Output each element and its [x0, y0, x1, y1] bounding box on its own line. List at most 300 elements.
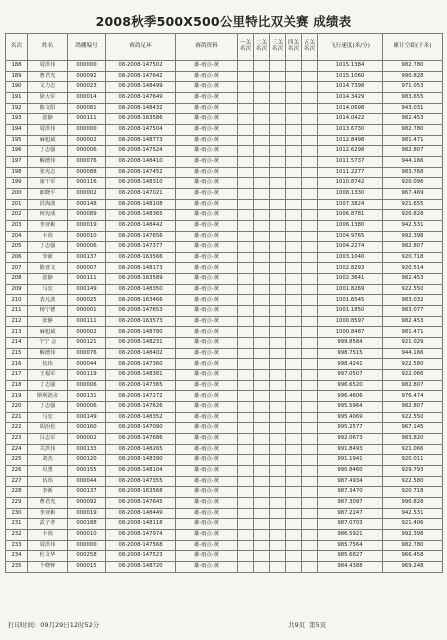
cell-name: 张宪志 — [28, 167, 68, 178]
cell-speed: 998.7515 — [318, 348, 383, 359]
cell-stage2 — [254, 295, 270, 306]
cell-ring: 08-2008-147649 — [106, 92, 176, 103]
cell-loft-id: 000010 — [68, 231, 106, 242]
cell-rank: 198 — [6, 167, 28, 178]
cell-ring: 08-2008-148499 — [106, 82, 176, 93]
cell-stage2 — [254, 231, 270, 242]
cell-stage5 — [302, 146, 318, 157]
cell-stage2 — [254, 476, 270, 487]
cell-stage2 — [254, 370, 270, 381]
cell-rank: 188 — [6, 61, 28, 72]
cell-ring: 08-2008-147974 — [106, 529, 176, 540]
cell-stage3 — [270, 327, 286, 338]
cell-loft-id: 000002 — [68, 188, 106, 199]
cell-stage2 — [254, 402, 270, 413]
cell-ring: 08-2008-148108 — [106, 199, 176, 210]
cell-bird-info: 雄-雨点-黄 — [176, 561, 238, 572]
cell-rank: 227 — [6, 476, 28, 487]
cell-bird-info: 雄-雨点-黄 — [176, 103, 238, 114]
cell-name: 胡治松 — [28, 423, 68, 434]
table-row — [6, 156, 443, 167]
cell-speed: 1008.1330 — [318, 188, 383, 199]
cell-name: 徐大军 — [28, 92, 68, 103]
cell-stage4 — [286, 412, 302, 423]
cell-ring: 08-2008-147642 — [106, 71, 176, 82]
cell-stage5 — [302, 476, 318, 487]
cell-stage2 — [254, 465, 270, 476]
cell-stage1 — [238, 433, 254, 444]
cell-loft-id: 000131 — [68, 391, 106, 402]
col-header-stage5: 五关名次 — [302, 34, 318, 61]
cell-bird-info: 雄-雨点-黄 — [176, 465, 238, 476]
cell-name: 陈文阳 — [28, 103, 68, 114]
cell-name: 丁志强 — [28, 242, 68, 253]
cell-stage3 — [270, 306, 286, 317]
cell-stage2 — [254, 124, 270, 135]
cell-distance: 944.166 — [383, 156, 443, 167]
cell-name: 武子孝 — [28, 519, 68, 530]
cell-ring: 08-2008-148381 — [106, 370, 176, 381]
cell-stage3 — [270, 338, 286, 349]
cell-name: 吕志军 — [28, 433, 68, 444]
table-row — [6, 82, 443, 93]
cell-ring: 08-2008-163568 — [106, 487, 176, 498]
cell-name: 陈亚文 — [28, 263, 68, 274]
cell-stage5 — [302, 529, 318, 540]
cell-stage1 — [238, 92, 254, 103]
cell-distance: 921.406 — [383, 519, 443, 530]
cell-loft-id: 000092 — [68, 71, 106, 82]
cell-name: 周洪伟 — [28, 124, 68, 135]
cell-stage2 — [254, 274, 270, 285]
cell-rank: 231 — [6, 519, 28, 530]
cell-stage2 — [254, 380, 270, 391]
cell-rank: 208 — [6, 274, 28, 285]
cell-stage2 — [254, 412, 270, 423]
cell-distance: 920.718 — [383, 252, 443, 263]
cell-ring: 08-2008-147568 — [106, 540, 176, 551]
cell-ring: 08-2008-148402 — [106, 348, 176, 359]
cell-bird-info: 雄-雨点-黄 — [176, 220, 238, 231]
cell-bird-info: 雄-雨点-黄 — [176, 497, 238, 508]
cell-ring: 08-2008-147686 — [106, 433, 176, 444]
col-header-stage3: 三关名次 — [270, 34, 286, 61]
cell-stage3 — [270, 124, 286, 135]
cell-stage3 — [270, 540, 286, 551]
cell-name: 关洪伟 — [28, 444, 68, 455]
cell-stage1 — [238, 423, 254, 434]
cell-rank: 225 — [6, 455, 28, 466]
cell-rank: 235 — [6, 561, 28, 572]
cell-bird-info: 雄-雨点-黄 — [176, 529, 238, 540]
cell-stage1 — [238, 316, 254, 327]
cell-name: 曹君光 — [28, 497, 68, 508]
cell-bird-info: 雄-雨点-黄 — [176, 327, 238, 338]
cell-bird-info: 雄-雨点-黄 — [176, 252, 238, 263]
cell-bird-info: 雄-雨点-黄 — [176, 412, 238, 423]
cell-stage4 — [286, 316, 302, 327]
cell-name: 何宪成 — [28, 210, 68, 221]
cell-speed: 1014.3429 — [318, 92, 383, 103]
cell-speed: 1002.3641 — [318, 274, 383, 285]
cell-stage3 — [270, 82, 286, 93]
cell-distance: 922.550 — [383, 412, 443, 423]
cell-stage4 — [286, 551, 302, 562]
cell-stage2 — [254, 529, 270, 540]
cell-bird-info: 雄-雨点-黄 — [176, 124, 238, 135]
cell-name: 斯利鸽舍 — [28, 391, 68, 402]
cell-ring: 08-2008-148104 — [106, 465, 176, 476]
print-time — [8, 620, 103, 629]
cell-speed: 1007.3824 — [318, 199, 383, 210]
cell-ring: 08-2008-147626 — [106, 402, 176, 413]
cell-name: 伍玮 — [28, 476, 68, 487]
cell-distance: 943.031 — [383, 103, 443, 114]
cell-name: 卡尚 — [28, 529, 68, 540]
cell-stage3 — [270, 497, 286, 508]
cell-bird-info: 雄-雨点-黄 — [176, 114, 238, 125]
cell-bird-info: 雄-雨点-黄 — [176, 359, 238, 370]
cell-ring: 08-2008-147523 — [106, 551, 176, 562]
table-row — [6, 561, 443, 572]
cell-ring: 08-2008-147360 — [106, 359, 176, 370]
cell-rank: 205 — [6, 242, 28, 253]
cell-loft-id: 000137 — [68, 487, 106, 498]
cell-ring: 08-2008-148231 — [106, 338, 176, 349]
cell-rank: 200 — [6, 188, 28, 199]
cell-distance: 990.828 — [383, 71, 443, 82]
cell-distance: 982.780 — [383, 124, 443, 135]
cell-distance: 982.453 — [383, 274, 443, 285]
table-row — [6, 252, 443, 263]
cell-loft-id: 000006 — [68, 146, 106, 157]
cell-speed: 985.6827 — [318, 551, 383, 562]
cell-stage5 — [302, 370, 318, 381]
current-page: 第5页 — [309, 621, 327, 629]
cell-distance: 922.066 — [383, 370, 443, 381]
cell-rank: 221 — [6, 412, 28, 423]
cell-loft-id: 000002 — [68, 327, 106, 338]
cell-ring: 08-2008-148173 — [106, 263, 176, 274]
cell-stage5 — [302, 295, 318, 306]
cell-speed: 992.0673 — [318, 433, 383, 444]
page-info — [288, 620, 330, 629]
cell-stage1 — [238, 61, 254, 72]
table-row — [6, 529, 443, 540]
cell-ring: 08-2008-148780 — [106, 327, 176, 338]
table-row — [6, 551, 443, 562]
cell-rank: 202 — [6, 210, 28, 221]
cell-bird-info: 雄-雨点-黄 — [176, 444, 238, 455]
cell-rank: 224 — [6, 444, 28, 455]
cell-stage3 — [270, 284, 286, 295]
cell-stage2 — [254, 188, 270, 199]
cell-speed: 984.4388 — [318, 561, 383, 572]
cell-stage1 — [238, 252, 254, 263]
cell-loft-id: 000000 — [68, 124, 106, 135]
cell-stage2 — [254, 348, 270, 359]
cell-ring: 08-2008-147524 — [106, 146, 176, 157]
cell-stage3 — [270, 295, 286, 306]
cell-stage4 — [286, 519, 302, 530]
cell-ring: 08-2008-147452 — [106, 167, 176, 178]
cell-distance: 982.807 — [383, 402, 443, 413]
cell-bird-info: 雄-雨点-黄 — [176, 295, 238, 306]
cell-stage3 — [270, 199, 286, 210]
cell-stage4 — [286, 444, 302, 455]
cell-stage2 — [254, 316, 270, 327]
cell-rank: 212 — [6, 316, 28, 327]
cell-name: 李新 — [28, 487, 68, 498]
cell-speed: 986.5921 — [318, 529, 383, 540]
cell-stage1 — [238, 274, 254, 285]
cell-rank: 214 — [6, 338, 28, 349]
cell-speed: 1004.2274 — [318, 242, 383, 253]
cell-distance: 921.029 — [383, 338, 443, 349]
cell-stage4 — [286, 348, 302, 359]
cell-bird-info: 雄-雨点-黄 — [176, 306, 238, 317]
cell-stage1 — [238, 476, 254, 487]
cell-stage2 — [254, 455, 270, 466]
cell-stage4 — [286, 476, 302, 487]
cell-stage5 — [302, 71, 318, 82]
cell-bird-info: 雄-雨点-黄 — [176, 167, 238, 178]
cell-rank: 199 — [6, 178, 28, 189]
cell-distance: 982.780 — [383, 61, 443, 72]
col-header-name: 姓名 — [28, 34, 68, 61]
cell-loft-id: 000025 — [68, 295, 106, 306]
table-row — [6, 146, 443, 157]
cell-bird-info: 雄-雨点-黄 — [176, 380, 238, 391]
cell-name: 贝勇 — [28, 465, 68, 476]
cell-stage2 — [254, 338, 270, 349]
table-row — [6, 263, 443, 274]
cell-stage3 — [270, 412, 286, 423]
cell-stage4 — [286, 92, 302, 103]
cell-speed: 996.6520 — [318, 380, 383, 391]
cell-stage5 — [302, 156, 318, 167]
cell-distance: 982.453 — [383, 316, 443, 327]
cell-stage5 — [302, 540, 318, 551]
col-header-stage1: 一关名次 — [238, 34, 254, 61]
cell-name: 郎晓平 — [28, 188, 68, 199]
cell-stage5 — [302, 519, 318, 530]
cell-stage3 — [270, 508, 286, 519]
cell-stage5 — [302, 465, 318, 476]
cell-stage1 — [238, 338, 254, 349]
cell-stage4 — [286, 284, 302, 295]
cell-ring: 08-2008-147090 — [106, 423, 176, 434]
cell-stage2 — [254, 359, 270, 370]
cell-rank: 211 — [6, 306, 28, 317]
cell-rank: 196 — [6, 146, 28, 157]
cell-loft-id: 000089 — [68, 210, 106, 221]
cell-name: 洪海波 — [28, 199, 68, 210]
cell-name: 丁志强 — [28, 402, 68, 413]
cell-ring: 08-2008-148432 — [106, 103, 176, 114]
cell-loft-id: 000006 — [68, 402, 106, 413]
table-row — [6, 497, 443, 508]
cell-stage1 — [238, 465, 254, 476]
cell-speed: 1014.0422 — [318, 114, 383, 125]
cell-loft-id: 000137 — [68, 252, 106, 263]
cell-stage5 — [302, 423, 318, 434]
cell-distance: 967.145 — [383, 423, 443, 434]
table-row — [6, 433, 443, 444]
cell-distance: 921.066 — [383, 444, 443, 455]
cell-stage4 — [286, 370, 302, 381]
cell-stage1 — [238, 370, 254, 381]
cell-distance: 966.458 — [383, 551, 443, 562]
cell-speed: 990.8460 — [318, 465, 383, 476]
cell-stage1 — [238, 167, 254, 178]
cell-name: 解德伟 — [28, 156, 68, 167]
cell-stage3 — [270, 114, 286, 125]
cell-ring: 08-2008-147365 — [106, 380, 176, 391]
cell-stage2 — [254, 167, 270, 178]
cell-ring: 08-2008-148720 — [106, 561, 176, 572]
cell-rank: 226 — [6, 465, 28, 476]
cell-speed: 1006.8781 — [318, 210, 383, 221]
cell-stage1 — [238, 508, 254, 519]
cell-loft-id: 000148 — [68, 199, 106, 210]
cell-speed: 991.1941 — [318, 455, 383, 466]
cell-bird-info: 雄-雨点-黄 — [176, 391, 238, 402]
cell-stage1 — [238, 124, 254, 135]
cell-bird-info: 雄-雨点-黄 — [176, 348, 238, 359]
cell-stage4 — [286, 252, 302, 263]
cell-stage5 — [302, 402, 318, 413]
cell-stage4 — [286, 210, 302, 221]
cell-name: 刘杰 — [28, 455, 68, 466]
cell-name: 马宏 — [28, 412, 68, 423]
cell-stage4 — [286, 71, 302, 82]
cell-ring: 08-2008-163466 — [106, 295, 176, 306]
table-row — [6, 124, 443, 135]
cell-ring: 08-2008-147502 — [106, 61, 176, 72]
cell-distance: 920.514 — [383, 263, 443, 274]
cell-bird-info: 雄-雨点-黄 — [176, 487, 238, 498]
cell-stage2 — [254, 551, 270, 562]
cell-stage4 — [286, 220, 302, 231]
cell-loft-id: 000014 — [68, 92, 106, 103]
cell-name: 文力志 — [28, 82, 68, 93]
cell-stage5 — [302, 135, 318, 146]
cell-loft-id: 000088 — [68, 167, 106, 178]
cell-distance: 920.718 — [383, 487, 443, 498]
cell-name: 杜文华 — [28, 551, 68, 562]
cell-stage2 — [254, 71, 270, 82]
table-row — [6, 359, 443, 370]
cell-speed: 1015.1060 — [318, 71, 383, 82]
cell-stage5 — [302, 199, 318, 210]
table-row — [6, 476, 443, 487]
cell-rank: 197 — [6, 156, 28, 167]
cell-loft-id: 000081 — [68, 103, 106, 114]
cell-distance: 922.550 — [383, 284, 443, 295]
cell-stage3 — [270, 561, 286, 572]
cell-ring: 08-2008-147021 — [106, 188, 176, 199]
table-row — [6, 114, 443, 125]
cell-stage5 — [302, 391, 318, 402]
cell-rank: 216 — [6, 359, 28, 370]
cell-stage1 — [238, 306, 254, 317]
table-row — [6, 103, 443, 114]
cell-stage4 — [286, 306, 302, 317]
col-header-rank: 名次 — [6, 34, 28, 61]
cell-stage1 — [238, 455, 254, 466]
cell-bird-info: 雄-雨点-黄 — [176, 370, 238, 381]
cell-speed: 1006.1380 — [318, 220, 383, 231]
cell-stage5 — [302, 252, 318, 263]
cell-ring: 08-2008-148352 — [106, 412, 176, 423]
cell-ring: 08-2008-163586 — [106, 114, 176, 125]
cell-bird-info: 雄-雨点-黄 — [176, 242, 238, 253]
cell-stage3 — [270, 370, 286, 381]
cell-rank: 232 — [6, 529, 28, 540]
col-header-stage2: 二关名次 — [254, 34, 270, 61]
cell-name: 王福军 — [28, 370, 68, 381]
table-row — [6, 444, 443, 455]
cell-stage4 — [286, 188, 302, 199]
cell-name: 马宏 — [28, 284, 68, 295]
cell-stage2 — [254, 114, 270, 125]
cell-stage1 — [238, 199, 254, 210]
cell-stage3 — [270, 316, 286, 327]
cell-ring: 08-2008-147272 — [106, 391, 176, 402]
cell-speed: 996.4606 — [318, 391, 383, 402]
cell-speed: 995.2577 — [318, 423, 383, 434]
cell-stage4 — [286, 487, 302, 498]
cell-stage5 — [302, 380, 318, 391]
cell-ring: 08-2008-147355 — [106, 476, 176, 487]
table-row — [6, 231, 443, 242]
cell-name: 解德伟 — [28, 348, 68, 359]
cell-stage3 — [270, 359, 286, 370]
cell-stage2 — [254, 146, 270, 157]
cell-name: 周洪伟 — [28, 540, 68, 551]
cell-loft-id: 000019 — [68, 220, 106, 231]
cell-distance: 920.011 — [383, 455, 443, 466]
cell-speed: 1013.6730 — [318, 124, 383, 135]
cell-speed: 995.5964 — [318, 402, 383, 413]
cell-stage3 — [270, 444, 286, 455]
cell-stage4 — [286, 231, 302, 242]
cell-rank: 207 — [6, 263, 28, 274]
cell-speed: 1001.8269 — [318, 284, 383, 295]
cell-name: 张静 — [28, 114, 68, 125]
cell-stage1 — [238, 487, 254, 498]
cell-bird-info: 雄-雨点-黄 — [176, 61, 238, 72]
cell-distance: 990.828 — [383, 497, 443, 508]
cell-distance: 982.453 — [383, 114, 443, 125]
cell-stage4 — [286, 423, 302, 434]
cell-stage2 — [254, 263, 270, 274]
cell-stage1 — [238, 284, 254, 295]
cell-ring: 08-2008-147656 — [106, 231, 176, 242]
cell-bird-info: 雄-雨点-黄 — [176, 82, 238, 93]
cell-rank: 222 — [6, 423, 28, 434]
cell-stage4 — [286, 497, 302, 508]
table-row — [6, 338, 443, 349]
cell-ring: 08-2008-147645 — [106, 497, 176, 508]
cell-distance: 976.474 — [383, 391, 443, 402]
cell-stage1 — [238, 135, 254, 146]
cell-ring: 08-2008-148365 — [106, 210, 176, 221]
cell-loft-id: 000000 — [68, 61, 106, 72]
cell-loft-id: 000002 — [68, 433, 106, 444]
cell-stage2 — [254, 220, 270, 231]
